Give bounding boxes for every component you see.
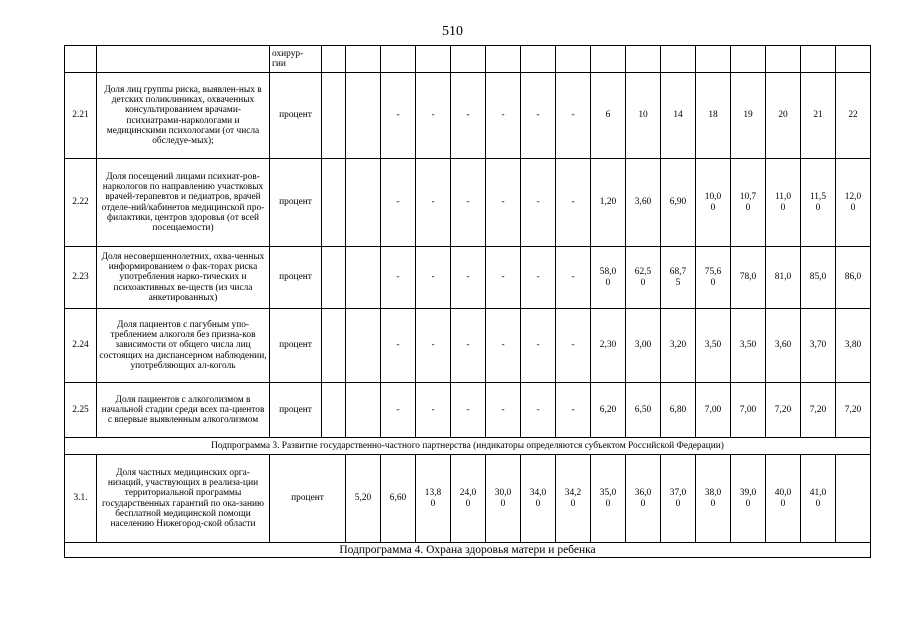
value-cell: 11,5 0 bbox=[801, 159, 836, 247]
value-cell: 34,2 0 bbox=[556, 455, 591, 543]
value-cell: - bbox=[381, 383, 416, 438]
empty-cell bbox=[322, 159, 346, 247]
page-number: 510 bbox=[442, 24, 463, 39]
value-cell: - bbox=[381, 247, 416, 309]
empty-cell bbox=[322, 309, 346, 383]
value-cell: 7,00 bbox=[696, 383, 731, 438]
table-row bbox=[65, 159, 871, 247]
indicator-name: Доля лиц группы риска, выявлен-ных в детских поликлиниках, охваченных консультированием врачами-психиатрами-наркологами и медицинскими психологами (от числа обследуе-мых); bbox=[97, 73, 270, 159]
value-cell: 19 bbox=[731, 73, 766, 159]
value-cell: 62,5 0 bbox=[626, 247, 661, 309]
value-cell: 7,20 bbox=[766, 383, 801, 438]
value-cell: 3,50 bbox=[731, 309, 766, 383]
value-cell: 6,90 bbox=[661, 159, 696, 247]
section-title: Подпрограмма 3. Развитие государственно-частного партнерства (индикаторы определяются субъектом Российской Федерации) bbox=[65, 438, 871, 455]
value-cell: - bbox=[381, 159, 416, 247]
value-cell: 20 bbox=[766, 73, 801, 159]
empty-cell bbox=[836, 455, 871, 543]
value-cell: - bbox=[556, 247, 591, 309]
value-cell: 37,0 0 bbox=[661, 455, 696, 543]
indicators-table bbox=[64, 45, 871, 558]
value-cell: 36,0 0 bbox=[626, 455, 661, 543]
value-cell: - bbox=[486, 159, 521, 247]
value-cell: 13,8 0 bbox=[416, 455, 451, 543]
indicator-name: Доля частных медицинских орга-низаций, участвующих в реализа-ции территориальной программы государственных гарантий по ока-занию бесплатной медицинской помощи населению Нижегород-ской области bbox=[97, 455, 270, 543]
row-number: 2.22 bbox=[65, 159, 97, 247]
value-cell: - bbox=[556, 73, 591, 159]
value-cell: - bbox=[486, 73, 521, 159]
row-number: 2.25 bbox=[65, 383, 97, 438]
value-cell: 24,0 0 bbox=[451, 455, 486, 543]
value-cell: 58,0 0 bbox=[591, 247, 626, 309]
value-cell: - bbox=[416, 73, 451, 159]
table-row bbox=[65, 247, 871, 309]
value-cell: 86,0 bbox=[836, 247, 871, 309]
value-cell: 34,0 0 bbox=[521, 455, 556, 543]
indicator-name: Доля пациентов с алкоголизмом в начальной стадии среди всех па-циентов с впервые выявленным алкоголизмом bbox=[97, 383, 270, 438]
value-cell: 39,0 0 bbox=[731, 455, 766, 543]
value-cell: 85,0 bbox=[801, 247, 836, 309]
empty-cell bbox=[322, 383, 346, 438]
value-cell bbox=[346, 383, 381, 438]
value-cell: - bbox=[451, 309, 486, 383]
value-cell: 10 bbox=[626, 73, 661, 159]
value-cell: 38,0 0 bbox=[696, 455, 731, 543]
value-cell bbox=[346, 73, 381, 159]
value-cell: 10,0 0 bbox=[696, 159, 731, 247]
value-cell: - bbox=[451, 247, 486, 309]
value-cell: 22 bbox=[836, 73, 871, 159]
value-cell: 11,0 0 bbox=[766, 159, 801, 247]
value-cell: - bbox=[521, 383, 556, 438]
value-cell: 3,50 bbox=[696, 309, 731, 383]
value-cell: 6,80 bbox=[661, 383, 696, 438]
value-cell: - bbox=[486, 309, 521, 383]
num-cell bbox=[65, 46, 97, 73]
value-cell: 41,0 0 bbox=[801, 455, 836, 543]
value-cell: 40,0 0 bbox=[766, 455, 801, 543]
value-cell: 12,0 0 bbox=[836, 159, 871, 247]
indicator-name: Доля несовершеннолетних, охва-ченных информированием о фак-торах риска употребления нарко-тических и психоактивных ве-ществ (из числа анкетированных) bbox=[97, 247, 270, 309]
value-cell: 30,0 0 bbox=[486, 455, 521, 543]
value-cell: - bbox=[521, 73, 556, 159]
indicator-name: Доля пациентов с пагубным упо-треблением алкоголя без призна-ков зависимости от общего числа лиц состоящих на диспансерном наблюдении, употребляющих ал-коголь bbox=[97, 309, 270, 383]
value-cell: - bbox=[556, 383, 591, 438]
value-cell: 3,70 bbox=[801, 309, 836, 383]
value-cell: - bbox=[451, 383, 486, 438]
value-cell: 35,0 0 bbox=[591, 455, 626, 543]
value-cell: 7,20 bbox=[836, 383, 871, 438]
value-cell: - bbox=[521, 309, 556, 383]
indicator-unit: процент bbox=[270, 247, 322, 309]
value-cell: 6,60 bbox=[381, 455, 416, 543]
value-cell: 10,7 0 bbox=[731, 159, 766, 247]
indicator-unit: процент bbox=[270, 309, 322, 383]
value-cell: - bbox=[416, 383, 451, 438]
value-cell: - bbox=[416, 159, 451, 247]
value-cell bbox=[346, 159, 381, 247]
unit-cell: охирур- гии bbox=[270, 46, 322, 73]
value-cell: 75,6 0 bbox=[696, 247, 731, 309]
name-cell bbox=[97, 46, 270, 73]
row-number: 2.24 bbox=[65, 309, 97, 383]
value-cell: - bbox=[416, 247, 451, 309]
value-cell: 2,30 bbox=[591, 309, 626, 383]
row-number: 2.21 bbox=[65, 73, 97, 159]
value-cell: - bbox=[381, 73, 416, 159]
section-row bbox=[65, 543, 871, 558]
value-cell: 81,0 bbox=[766, 247, 801, 309]
value-cell bbox=[346, 247, 381, 309]
value-cell: - bbox=[416, 309, 451, 383]
value-cell: 7,00 bbox=[731, 383, 766, 438]
indicator-unit: процент bbox=[270, 159, 322, 247]
indicator-unit: процент bbox=[270, 73, 322, 159]
row-number: 3.1. bbox=[65, 455, 97, 543]
value-cell: 3,00 bbox=[626, 309, 661, 383]
value-cell: - bbox=[521, 159, 556, 247]
value-cell: 6,20 bbox=[591, 383, 626, 438]
value-cell: - bbox=[451, 73, 486, 159]
value-cell: 5,20 bbox=[346, 455, 381, 543]
value-cell: 3,20 bbox=[661, 309, 696, 383]
value-cell: 3,80 bbox=[836, 309, 871, 383]
value-cell: 3,60 bbox=[766, 309, 801, 383]
value-cell: - bbox=[556, 159, 591, 247]
empty-cell bbox=[322, 73, 346, 159]
section-title: Подпрограмма 4. Охрана здоровья матери и ребенка bbox=[65, 543, 871, 558]
indicator-unit: процент bbox=[270, 383, 322, 438]
value-cell: 1,20 bbox=[591, 159, 626, 247]
value-cell: 14 bbox=[661, 73, 696, 159]
empty-cell bbox=[322, 247, 346, 309]
indicator-unit: процент bbox=[270, 455, 346, 543]
table-row bbox=[65, 455, 871, 543]
row-number: 2.23 bbox=[65, 247, 97, 309]
value-cell: 6,50 bbox=[626, 383, 661, 438]
value-cell bbox=[346, 309, 381, 383]
value-cell: - bbox=[521, 247, 556, 309]
value-cell: 68,7 5 bbox=[661, 247, 696, 309]
section-row bbox=[65, 438, 871, 455]
value-cell: 7,20 bbox=[801, 383, 836, 438]
table-row bbox=[65, 383, 871, 438]
value-cell: 3,60 bbox=[626, 159, 661, 247]
value-cell: - bbox=[486, 383, 521, 438]
table-row bbox=[65, 73, 871, 159]
value-cell: 78,0 bbox=[731, 247, 766, 309]
table-row bbox=[65, 309, 871, 383]
value-cell: - bbox=[381, 309, 416, 383]
value-cell: - bbox=[451, 159, 486, 247]
value-cell: - bbox=[486, 247, 521, 309]
value-cell: 18 bbox=[696, 73, 731, 159]
indicator-name: Доля посещений лицами психиат-ров-наркологов по направлению участковых врачей-терапевтов и педиатров, врачей отделе-ний/кабинетов медицинской про-филактики, центров здоровья (от всей посещаемости) bbox=[97, 159, 270, 247]
value-cell: 21 bbox=[801, 73, 836, 159]
value-cell: - bbox=[556, 309, 591, 383]
value-cell: 6 bbox=[591, 73, 626, 159]
table-row-top bbox=[65, 46, 871, 73]
